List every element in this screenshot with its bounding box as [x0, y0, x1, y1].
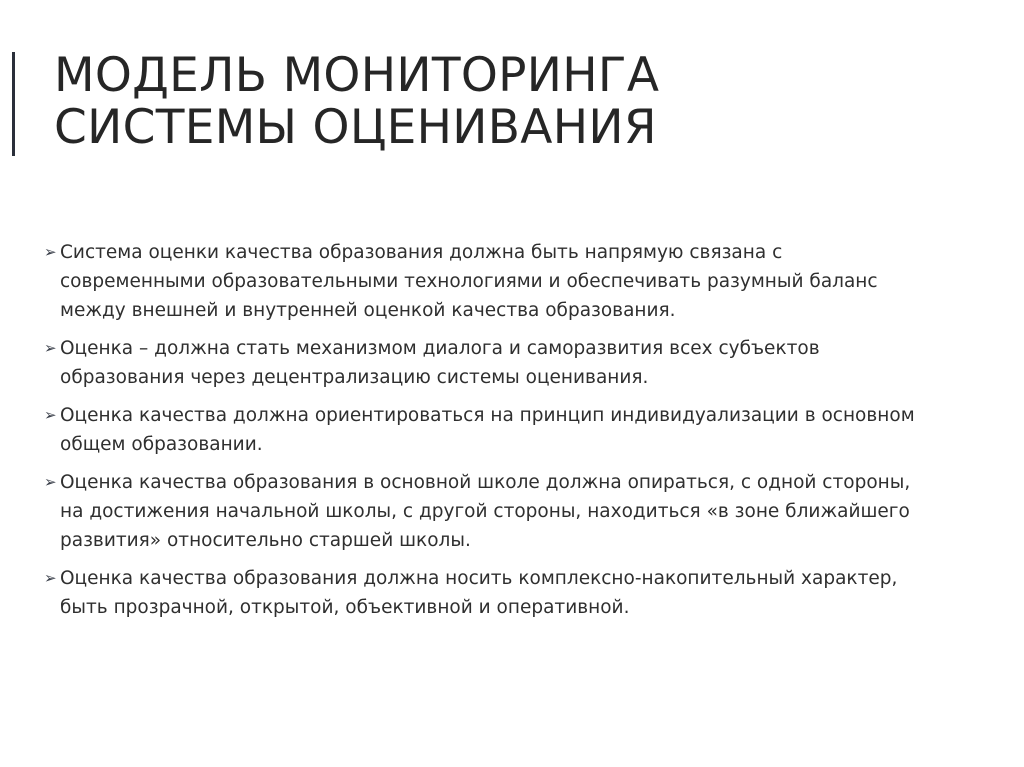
bullet-line: образования через децентрализацию системы оценивания. [60, 367, 649, 388]
bullet-line: Оценка качества образования должна носить комплексно-накопительный характер, [60, 568, 898, 589]
bullet-item-2 [44, 334, 1010, 392]
bullet-line: Оценка качества должна ориентироваться на принцип индивидуализации в основном [60, 405, 915, 426]
bullet-text [60, 334, 1010, 392]
bullet-line: Система оценки качества образования должна быть напрямую связана с [60, 242, 783, 263]
bullet-item-4 [44, 468, 1010, 555]
bullet-line: между внешней и внутренней оценкой качества образования. [60, 300, 676, 321]
bullet-text [60, 238, 1010, 325]
bullet-line: Оценка качества образования в основной школе должна опираться, с одной стороны, [60, 472, 911, 493]
bullet-item-1 [44, 238, 1010, 325]
arrow-bullet-icon: ➢ [44, 243, 57, 261]
title-line-2: СИСТЕМЫ ОЦЕНИВАНИЯ [54, 100, 657, 155]
bullet-line: быть прозрачной, открытой, объективной и оперативной. [60, 597, 630, 618]
bullet-line: современными образовательными технологиями и обеспечивать разумный баланс [60, 271, 878, 292]
title-line-1: МОДЕЛЬ МОНИТОРИНГА [54, 48, 660, 103]
bullet-line: Оценка – должна стать механизмом диалога и саморазвития всех субъектов [60, 338, 820, 359]
bullet-list [44, 238, 1010, 631]
bullet-text [60, 401, 1010, 459]
arrow-bullet-icon: ➢ [44, 339, 57, 357]
arrow-bullet-icon: ➢ [44, 473, 57, 491]
bullet-line: на достижения начальной школы, с другой стороны, находиться «в зоне ближайшего [60, 501, 910, 522]
bullet-item-5 [44, 564, 1010, 622]
bullet-text [60, 468, 1010, 555]
arrow-bullet-icon: ➢ [44, 406, 57, 424]
bullet-line: развития» относительно старшей школы. [60, 530, 471, 551]
slide-title [54, 50, 994, 154]
bullet-text [60, 564, 1010, 622]
bullet-item-3 [44, 401, 1010, 459]
bullet-line: общем образовании. [60, 434, 263, 455]
arrow-bullet-icon: ➢ [44, 569, 57, 587]
accent-bar [12, 52, 15, 156]
